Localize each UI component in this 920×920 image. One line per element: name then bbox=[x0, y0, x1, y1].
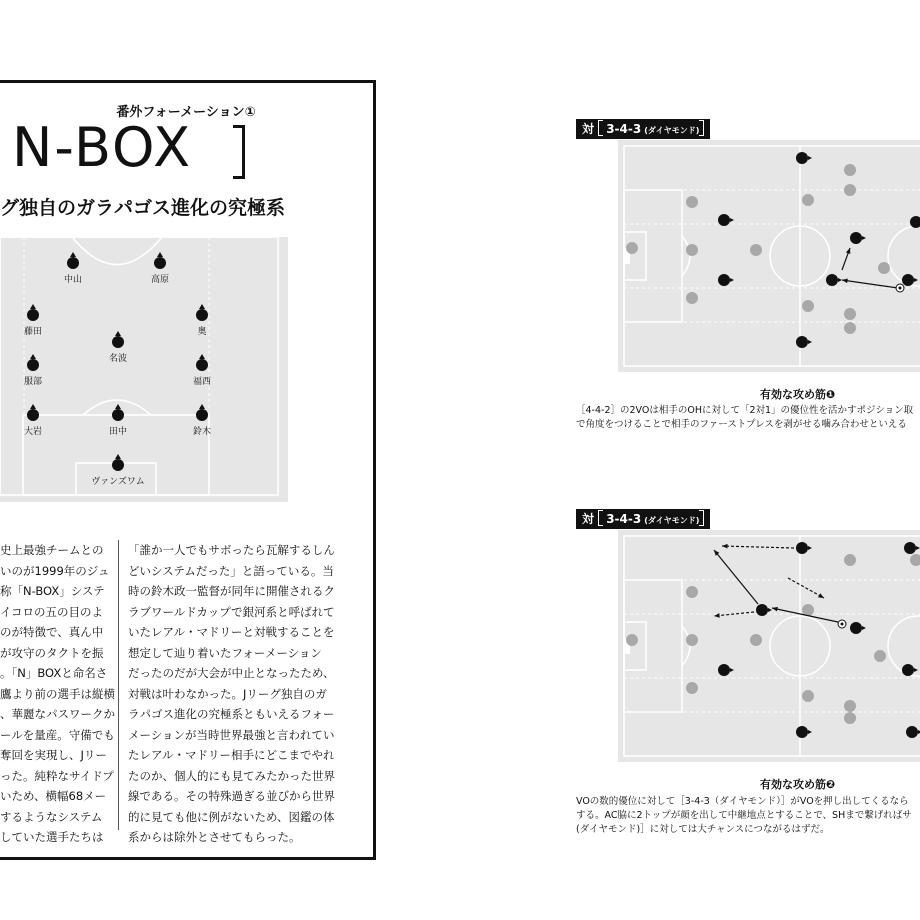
player-marker bbox=[154, 257, 166, 269]
bracket-open bbox=[598, 120, 603, 136]
player-marker bbox=[112, 459, 124, 471]
player-name: 福西 bbox=[192, 377, 211, 387]
direction-arrow bbox=[730, 668, 734, 672]
player-marker bbox=[27, 409, 39, 421]
player-marker bbox=[718, 214, 730, 226]
opponent-marker bbox=[844, 700, 856, 712]
player-name: 藤田 bbox=[23, 327, 42, 337]
body-line: どいシステムだった」と語っている。当 bbox=[128, 563, 334, 578]
player-marker bbox=[27, 309, 39, 321]
player-name: ヴァンズワム bbox=[91, 477, 145, 487]
opponent-marker bbox=[686, 586, 698, 598]
pitch-markings bbox=[624, 146, 920, 366]
body-line: 対戦は叶わなかった。Jリーグ独自のガ bbox=[128, 686, 327, 701]
body-line: (ダイヤモンド)］に対しては大チャンスにつながるはずだ。 bbox=[576, 824, 830, 835]
body-line: VOの数的優位に対して［3-4-3（ダイヤモンド）］がVOを押し出してくるなら bbox=[576, 796, 909, 807]
opponent-marker bbox=[686, 292, 698, 304]
bracket-open bbox=[598, 510, 603, 526]
player-marker bbox=[796, 336, 808, 348]
formation-pitch bbox=[0, 237, 288, 502]
body-line: イコロの五の目のよ bbox=[0, 604, 104, 619]
opponent-marker bbox=[686, 196, 698, 208]
body-line: ［4-4-2］の2VOは相手のOHに対して「2対1」の優位性を活かすポジション取 bbox=[576, 405, 914, 416]
tag-suffix: (ダイヤモンド) bbox=[644, 516, 700, 525]
player-name: 大岩 bbox=[23, 427, 42, 437]
tag-prefix: 対 bbox=[582, 512, 595, 526]
opponent-marker bbox=[686, 682, 698, 694]
tag-prefix: 対 bbox=[582, 122, 595, 136]
player-name: 服部 bbox=[23, 377, 42, 387]
body-line: メーションが当時世界最強と言われてい bbox=[128, 727, 335, 742]
arrow-head bbox=[722, 544, 728, 549]
opponent-marker bbox=[802, 194, 814, 206]
player-marker bbox=[902, 664, 914, 676]
player-marker bbox=[906, 726, 918, 738]
title-bracket bbox=[233, 125, 245, 179]
body-line: いたレアル・マドリーと対戦することを bbox=[128, 625, 335, 639]
player-marker bbox=[756, 604, 768, 616]
pass-arrow bbox=[722, 546, 794, 548]
opponent-marker bbox=[844, 184, 856, 196]
body-line: 、華麗なパスワークか bbox=[0, 707, 115, 721]
body-line: 的に見ても他に例がないため、図鑑の体 bbox=[128, 809, 335, 824]
player-marker bbox=[850, 232, 862, 244]
pass-arrow bbox=[842, 280, 898, 288]
player-marker bbox=[196, 409, 208, 421]
player-name: 名波 bbox=[108, 354, 127, 364]
player-marker bbox=[67, 257, 79, 269]
body-line: 時の鈴木政一監督が同年に開催されるク bbox=[128, 584, 335, 598]
lane-lines bbox=[624, 580, 920, 712]
player-marker bbox=[796, 152, 808, 164]
player-marker bbox=[718, 274, 730, 286]
player-name: 田中 bbox=[108, 427, 127, 437]
body-line: 史上最強チームとの bbox=[0, 543, 104, 557]
direction-arrow bbox=[862, 626, 866, 630]
direction-arrow bbox=[808, 730, 812, 734]
body-line: 鷹より前の選手は縦横 bbox=[0, 686, 115, 701]
opponent-marker bbox=[874, 650, 886, 662]
direction-arrow bbox=[914, 278, 918, 282]
body-line: 線である。その特殊過ぎる並びから世界 bbox=[128, 789, 335, 803]
opponent-marker bbox=[844, 308, 856, 320]
direction-arrow bbox=[730, 278, 734, 282]
player-marker bbox=[904, 542, 916, 554]
player-marker bbox=[826, 274, 838, 286]
player-name: 中山 bbox=[63, 275, 82, 285]
opponent-marker bbox=[626, 634, 638, 646]
pitch-lines-1 bbox=[618, 140, 920, 372]
player-marker bbox=[718, 664, 730, 676]
subtitle: グ独自のガラパゴス進化の究極系 bbox=[0, 197, 286, 219]
caption-1: 有効な攻め筋❶ bbox=[760, 388, 836, 401]
arrow-head bbox=[846, 248, 850, 254]
opponent-marker bbox=[686, 634, 698, 646]
body-line: するようなシステム bbox=[0, 809, 103, 824]
player-name: 奥 bbox=[197, 327, 207, 337]
direction-arrow bbox=[808, 340, 812, 344]
player-name: 鈴木 bbox=[192, 427, 211, 437]
direction-arrow bbox=[808, 156, 812, 160]
body-line: していた選手たちは bbox=[0, 830, 104, 844]
body-line: で角度をつけることで相手のファーストプレスを剥がせる噛み合わせといえる bbox=[576, 419, 907, 430]
player-marker bbox=[796, 726, 808, 738]
body-line: が攻守のタクトを振 bbox=[0, 645, 104, 660]
bracket-close bbox=[699, 120, 704, 136]
opponent-marker bbox=[844, 712, 856, 724]
pass-arrow bbox=[714, 550, 758, 604]
player-marker bbox=[850, 622, 862, 634]
body-line: する。AC脇に2トップが顔を出して中継地点とすることで、SHまで繋げればサ bbox=[576, 810, 912, 821]
page-title: N-BOX bbox=[12, 116, 193, 179]
body-line: たのか、個人的にも見てみたかった世界 bbox=[128, 768, 335, 783]
column-divider bbox=[118, 540, 119, 830]
lane-lines bbox=[624, 190, 920, 322]
direction-arrow bbox=[862, 236, 866, 240]
kicker: 番外フォーメーション① bbox=[116, 105, 256, 120]
body-line: 称「N-BOX」システ bbox=[0, 584, 105, 598]
note-1 bbox=[576, 404, 913, 432]
player-marker bbox=[796, 542, 808, 554]
title-block bbox=[0, 116, 372, 184]
player-marker bbox=[902, 274, 914, 286]
opponent-marker bbox=[750, 634, 762, 646]
player-marker bbox=[112, 336, 124, 348]
player-marker bbox=[112, 409, 124, 421]
opponent-marker bbox=[910, 554, 920, 566]
caption-2: 有効な攻め筋❷ bbox=[760, 778, 836, 791]
body-line: だったのだが大会が中止となったため、 bbox=[128, 666, 335, 680]
opponent-marker bbox=[802, 690, 814, 702]
pitch-lines-2 bbox=[618, 530, 920, 762]
tactics-pitch-2 bbox=[618, 530, 920, 762]
body-line: いのが1999年のジュ bbox=[0, 563, 110, 578]
body-line: 。「N」BOXと命名さ bbox=[0, 666, 108, 680]
opponent-marker bbox=[750, 244, 762, 256]
body-line: 系からは除外とさせてもらった。 bbox=[128, 830, 301, 844]
direction-arrow bbox=[768, 608, 772, 612]
body-line: たレアル・マドリー相手にどこまでやれ bbox=[128, 748, 335, 762]
body-line: った。純粋なサイドプ bbox=[0, 768, 114, 783]
arrow-head bbox=[772, 607, 778, 612]
direction-arrow bbox=[730, 218, 734, 222]
opponent-marker bbox=[626, 242, 638, 254]
body-column-left bbox=[0, 540, 115, 848]
diagram-tag-1 bbox=[576, 119, 710, 139]
pitch-markings bbox=[624, 536, 920, 756]
opponent-marker bbox=[878, 262, 890, 274]
player-marker bbox=[27, 359, 39, 371]
tag-formation: 3-4-3 bbox=[606, 512, 642, 526]
player-marker bbox=[196, 359, 208, 371]
body-line: ラパゴス進化の究極系ともいえるフォー bbox=[128, 707, 335, 721]
body-column-right bbox=[128, 540, 335, 848]
arrow-head bbox=[842, 278, 848, 283]
bracket-close bbox=[699, 510, 704, 526]
opponent-marker bbox=[844, 554, 856, 566]
note-2 bbox=[576, 795, 912, 837]
direction-arrow bbox=[914, 668, 918, 672]
body-line: 奪回を実現し、Jリー bbox=[0, 748, 107, 762]
body-line: ラブワールドカップで銀河系と呼ばれて bbox=[128, 604, 335, 619]
body-line: ールを量産。守備でも bbox=[0, 727, 115, 742]
diagram-tag-2 bbox=[576, 509, 710, 529]
direction-arrow bbox=[838, 278, 842, 282]
opponent-marker bbox=[844, 322, 856, 334]
body-line: 「誰か一人でもサボったら瓦解するしん bbox=[128, 543, 335, 557]
opponent-marker bbox=[802, 300, 814, 312]
tag-formation: 3-4-3 bbox=[606, 122, 642, 136]
opponent-marker bbox=[686, 244, 698, 256]
body-line: 想定して辿り着いたフォーメーション bbox=[128, 645, 322, 660]
pass-arrow bbox=[788, 578, 824, 598]
player-name: 高原 bbox=[150, 275, 169, 285]
direction-arrow bbox=[916, 546, 920, 550]
tag-suffix: (ダイヤモンド) bbox=[644, 126, 700, 135]
opponent-marker bbox=[844, 164, 856, 176]
body-line: のが特徴で、真ん中 bbox=[0, 625, 104, 639]
tactics-pitch-1 bbox=[618, 140, 920, 372]
body-line: いため、横幅68メー bbox=[0, 789, 107, 803]
player-marker bbox=[196, 309, 208, 321]
direction-arrow bbox=[808, 546, 812, 550]
